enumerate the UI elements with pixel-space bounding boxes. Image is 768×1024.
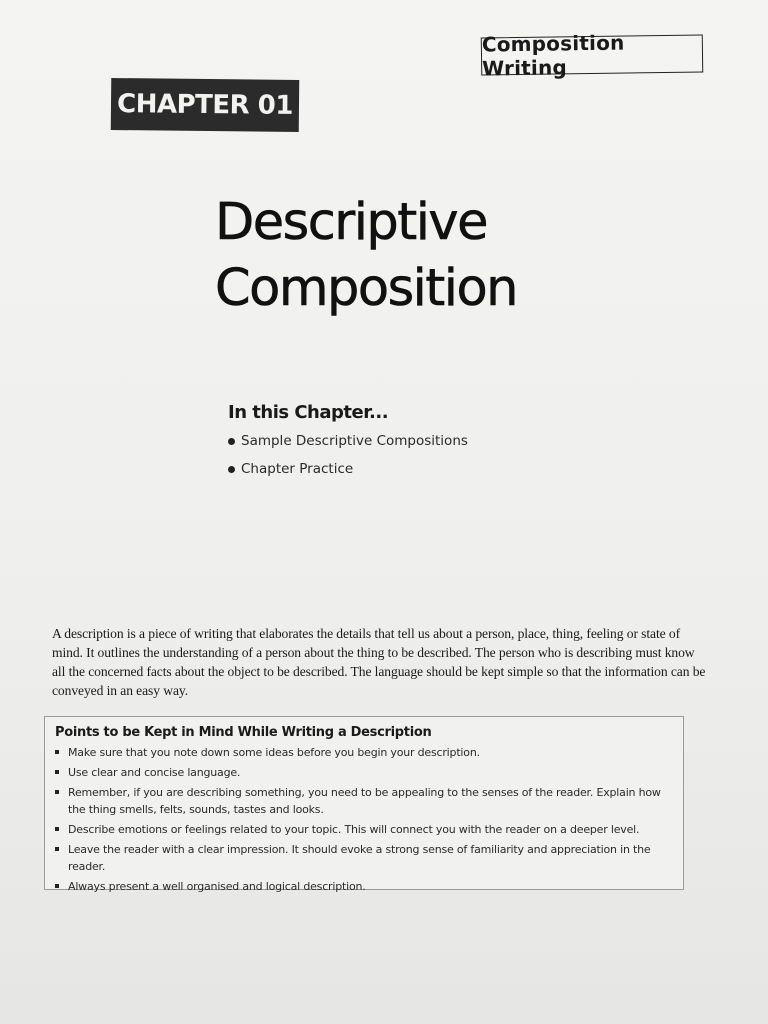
points-item — [55, 821, 673, 838]
points-item — [55, 764, 673, 781]
square-bullet-icon — [55, 884, 59, 888]
contents-list — [228, 427, 468, 483]
points-item — [55, 744, 673, 761]
points-heading: Points to be Kept in Mind While Writing a Description — [55, 725, 432, 740]
chapter-title-line-2: Composition — [215, 259, 518, 318]
chapter-title-line-1: Descriptive — [215, 193, 487, 252]
square-bullet-icon — [55, 770, 59, 774]
points-item-text: Make sure that you note down some ideas before you begin your description. — [68, 746, 480, 759]
bullet-icon — [228, 466, 235, 473]
points-list — [55, 744, 673, 895]
intro-paragraph: A description is a piece of writing that elaborates the details that tell us about a person, place, thing, feeling or state of mind. It outlines the understanding of a person about the thing to be described. The person who is describing must know all the concerned facts about the object to be described. The language should be kept simple so that the information can be conveyed in an easy way. — [52, 626, 706, 698]
contents-item-label: Chapter Practice — [241, 461, 354, 477]
square-bullet-icon — [55, 827, 59, 831]
points-item-text: Use clear and concise language. — [68, 766, 241, 779]
bullet-icon — [228, 438, 235, 445]
contents-heading: In this Chapter... — [228, 402, 389, 423]
points-item — [55, 784, 673, 818]
chapter-contents — [228, 402, 468, 483]
square-bullet-icon — [55, 847, 59, 851]
points-item — [55, 841, 673, 875]
points-item — [55, 878, 673, 895]
chapter-badge: CHAPTER 01 — [111, 78, 300, 132]
square-bullet-icon — [55, 750, 59, 754]
points-item-text: Describe emotions or feelings related to your topic. This will connect you with the reader on a deeper level. — [68, 823, 640, 836]
square-bullet-icon — [55, 790, 59, 794]
points-item-text: Leave the reader with a clear impression. It should evoke a strong sense of familiarity and appreciation in the reader. — [68, 843, 651, 873]
contents-item-label: Sample Descriptive Compositions — [241, 433, 468, 449]
points-item-text: Always present a well organised and logical description. — [68, 880, 366, 893]
points-box — [44, 716, 684, 893]
contents-item — [228, 455, 468, 483]
points-item-text: Remember, if you are describing something, you need to be appealing to the senses of the reader. Explain how the thing smells, felts, sounds, tastes and looks. — [68, 786, 661, 816]
contents-item — [228, 427, 468, 455]
chapter-title — [215, 190, 517, 322]
section-tag: Composition Writing — [481, 34, 704, 75]
